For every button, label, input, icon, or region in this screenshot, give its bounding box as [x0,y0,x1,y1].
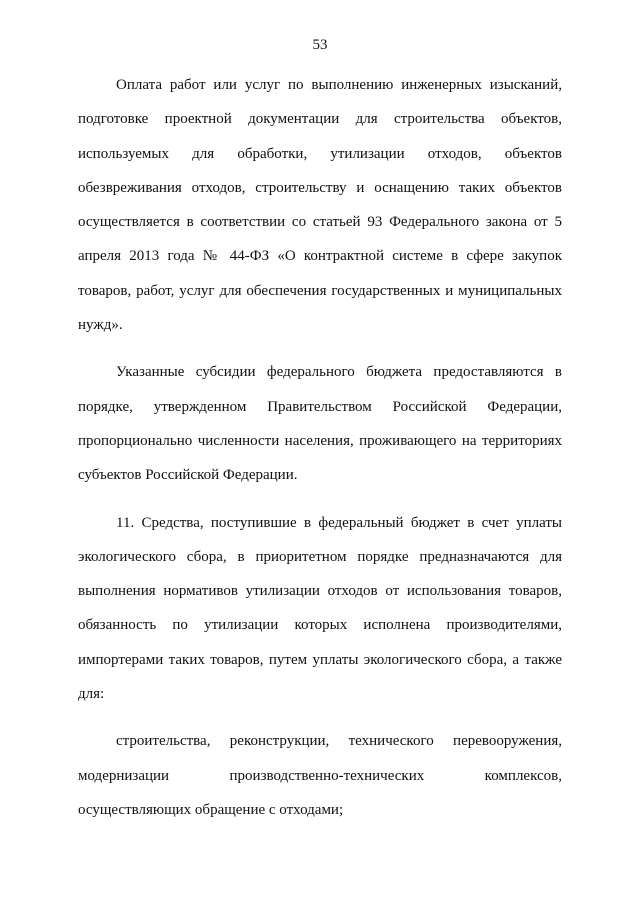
paragraph-construction-item: строительства, реконструкции, технического перевооружения, модернизации производственно-технических комплексов, осуществляющих обращение с отходами; [78,733,562,818]
paragraph-payment-for-works: Оплата работ или услуг по выполнению инженерных изысканий, подготовке проектной документации для строительства объектов, используемых для обработки, утилизации отходов, объектов обезвреживания отходов, строительству и оснащению таких объектов осуществляется в соответствии со статьей 93 Федерального закона от 5 апреля 2013 года № 44-ФЗ «О контрактной системе в сфере закупок товаров, работ, услуг для обеспечения государственных и муниципальных нужд». [78,77,562,334]
paragraph-ecological-fee: 11. Средства, поступившие в федеральный бюджет в счет уплаты экологического сбора, в приоритетном порядке предназначаются для выполнения нормативов утилизации отходов от использования товаров, обязанность по утилизации которых исполнена производителями, импортерами таких товаров, путем уплаты экологического сбора, а также для: [78,514,562,703]
page-number: 53 [312,37,328,53]
paragraph-subsidies: Указанные субсидии федерального бюджета предоставляются в порядке, утвержденном Правительством Российской Федерации, пропорционально численности населения, проживающего на территориях субъектов Российской Федерации. [78,364,562,484]
document-body [78,68,562,840]
